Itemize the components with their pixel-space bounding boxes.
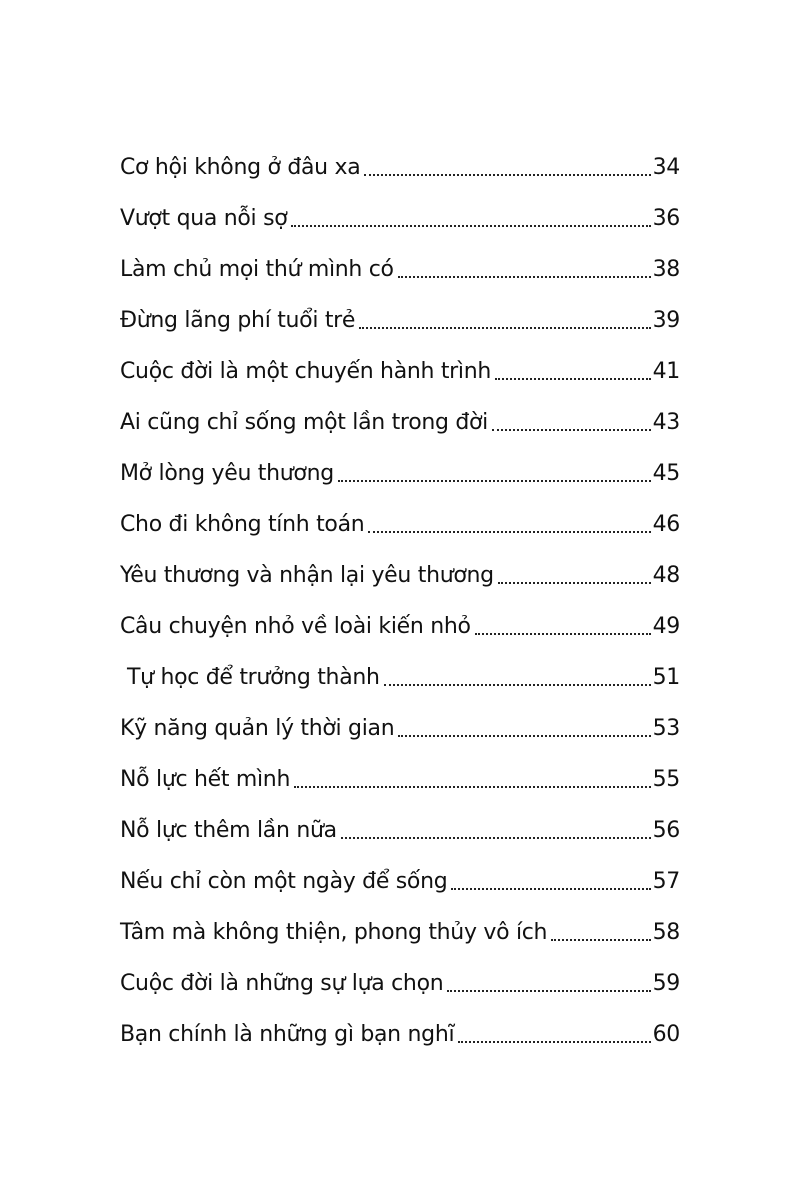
- toc-dot-leader: [384, 684, 651, 686]
- toc-dot-leader: [495, 378, 651, 380]
- toc-entry-title: Cuộc đời là những sự lựa chọn: [120, 971, 444, 996]
- toc-entry-page: 39: [652, 308, 680, 333]
- toc-entry-title: Nỗ lực hết mình: [120, 767, 291, 792]
- toc-entry-title: Làm chủ mọi thứ mình có: [120, 257, 394, 282]
- toc-entry: [120, 907, 680, 958]
- toc-entry-page: 53: [652, 716, 680, 741]
- toc-entry: [120, 499, 680, 550]
- toc-entry-title: Bạn chính là những gì bạn nghĩ: [120, 1022, 455, 1047]
- toc-dot-leader: [294, 786, 651, 788]
- toc-entry-title: Yêu thương và nhận lại yêu thương: [120, 563, 494, 588]
- table-of-contents: [120, 142, 680, 1060]
- toc-dot-leader: [359, 327, 650, 329]
- toc-dot-leader: [338, 480, 651, 482]
- toc-entry: [120, 1009, 680, 1060]
- toc-entry-title: Mở lòng yêu thương: [120, 461, 334, 486]
- toc-entry-title: Tự học để trưởng thành: [127, 665, 380, 690]
- toc-dot-leader: [458, 1041, 650, 1043]
- toc-entry-page: 56: [652, 818, 680, 843]
- toc-entry-title: Nỗ lực thêm lần nữa: [120, 818, 337, 843]
- toc-dot-leader: [341, 837, 651, 839]
- toc-dot-leader: [398, 276, 651, 278]
- toc-entry-page: 55: [652, 767, 680, 792]
- toc-entry-page: 41: [652, 359, 680, 384]
- toc-entry-title: Vượt qua nỗi sợ: [120, 206, 288, 231]
- toc-entry-title: Cơ hội không ở đâu xa: [120, 155, 361, 180]
- toc-entry-page: 57: [652, 869, 680, 894]
- toc-entry-page: 58: [652, 920, 680, 945]
- toc-entry: [120, 805, 680, 856]
- toc-entry-title: Tâm mà không thiện, phong thủy vô ích: [120, 920, 548, 945]
- toc-entry: [120, 958, 680, 1009]
- toc-entry-page: 36: [652, 206, 680, 231]
- toc-dot-leader: [447, 990, 650, 992]
- toc-entry-title: Đừng lãng phí tuổi trẻ: [120, 308, 356, 333]
- toc-entry-page: 38: [652, 257, 680, 282]
- toc-entry-page: 43: [652, 410, 680, 435]
- toc-entry-title: Kỹ năng quản lý thời gian: [120, 716, 395, 741]
- toc-dot-leader: [498, 582, 651, 584]
- toc-entry: [120, 397, 680, 448]
- toc-entry: [120, 448, 680, 499]
- toc-entry-page: 48: [652, 563, 680, 588]
- toc-entry: [120, 652, 680, 703]
- toc-entry: [120, 142, 680, 193]
- toc-dot-leader: [551, 939, 650, 941]
- toc-dot-leader: [291, 225, 650, 227]
- toc-entry-title: Cuộc đời là một chuyến hành trình: [120, 359, 492, 384]
- toc-entry: [120, 856, 680, 907]
- toc-entry: [120, 703, 680, 754]
- toc-entry: [120, 601, 680, 652]
- toc-dot-leader: [398, 735, 650, 737]
- toc-entry: [120, 244, 680, 295]
- toc-entry: [120, 346, 680, 397]
- toc-entry: [120, 295, 680, 346]
- toc-dot-leader: [451, 888, 650, 890]
- toc-entry-page: 60: [652, 1022, 680, 1047]
- toc-dot-leader: [368, 531, 650, 533]
- toc-entry-page: 59: [652, 971, 680, 996]
- toc-entry: [120, 550, 680, 601]
- toc-entry-page: 34: [652, 155, 680, 180]
- toc-entry-title: Nếu chỉ còn một ngày để sống: [120, 869, 448, 894]
- toc-dot-leader: [364, 174, 650, 176]
- toc-entry: [120, 754, 680, 805]
- toc-entry-page: 45: [652, 461, 680, 486]
- toc-entry-page: 49: [652, 614, 680, 639]
- toc-dot-leader: [475, 633, 651, 635]
- toc-entry-title: Câu chuyện nhỏ về loài kiến nhỏ: [120, 614, 471, 639]
- toc-dot-leader: [492, 429, 651, 431]
- toc-entry-page: 46: [652, 512, 680, 537]
- toc-entry-title: Cho đi không tính toán: [120, 512, 365, 537]
- toc-entry-page: 51: [652, 665, 680, 690]
- toc-entry-title: Ai cũng chỉ sống một lần trong đời: [120, 410, 488, 435]
- toc-entry: [120, 193, 680, 244]
